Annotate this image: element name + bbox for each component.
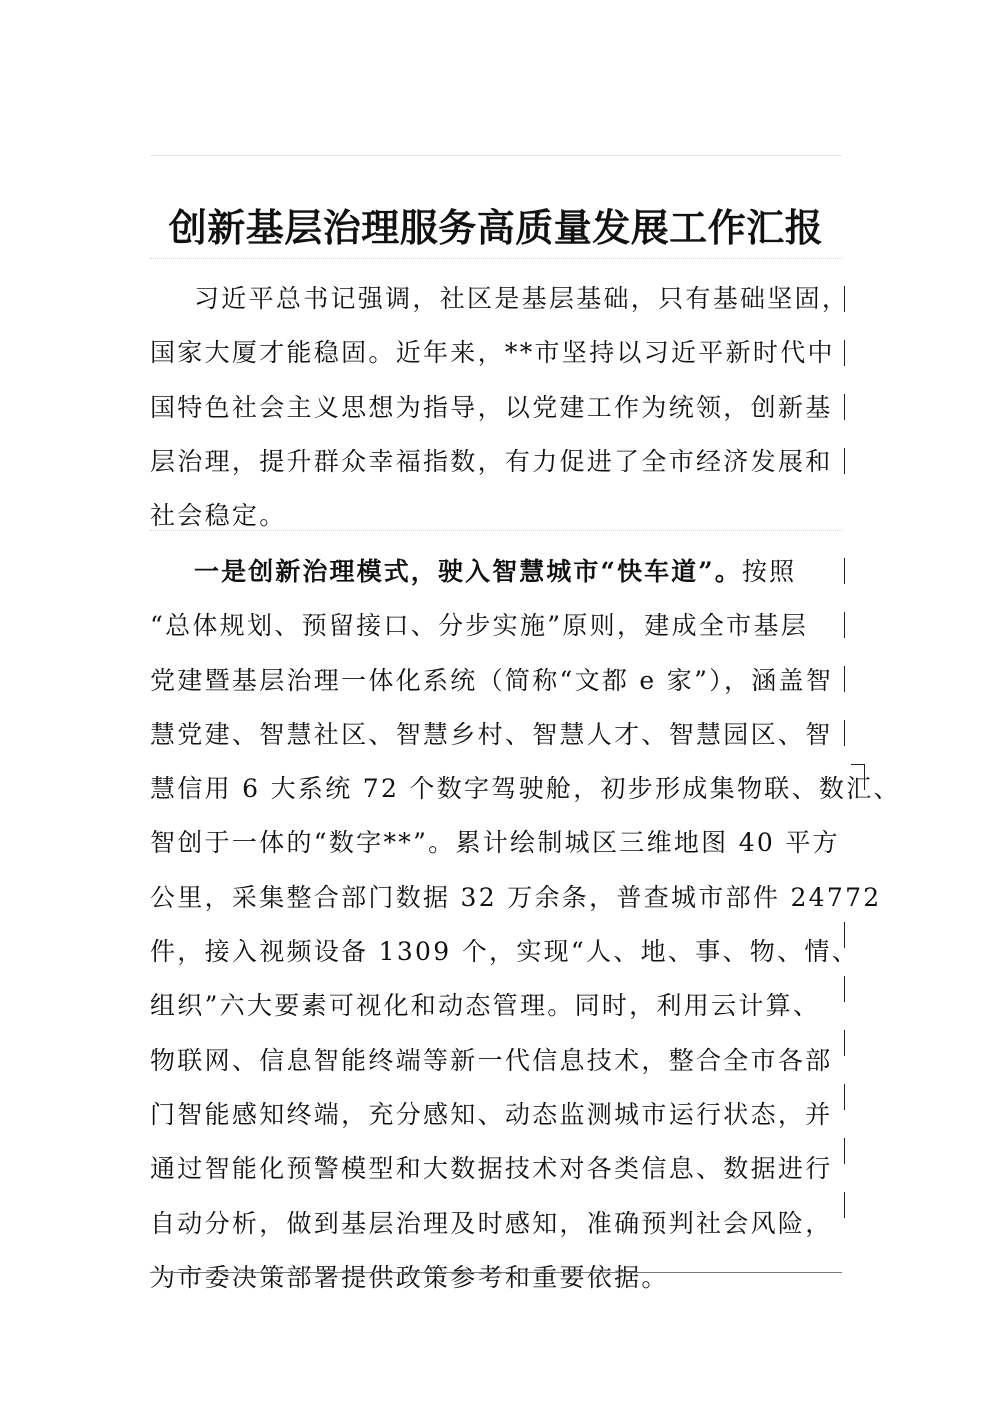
paragraph-line: 组织”六大要素可视化和动态管理。同时，利用云计算、 — [150, 991, 821, 1021]
paragraph-line: 通过智能化预警模型和大数据技术对各类信息、数据进行 — [150, 1154, 833, 1184]
line-end-mark — [844, 286, 845, 312]
line-end-mark — [844, 448, 845, 474]
section-lead-heading: 一是创新治理模式，驶入智慧城市“快车道”。 — [194, 557, 742, 586]
paragraph-line: 件，接入视频设备 1309 个，实现“人、地、事、物、情、 — [150, 937, 859, 967]
line-end-mark — [844, 340, 845, 366]
intro-paragraph — [150, 272, 850, 543]
line-end-mark — [844, 976, 845, 1002]
paragraph-line: 公里，采集整合部门数据 32 万余条，普查城市部件 24772 — [150, 882, 882, 912]
line-end-mark — [844, 1192, 845, 1218]
paragraph-line: 慧信用 6 大系统 72 个数字驾驶舱，初步形成集物联、数汇、 — [150, 774, 901, 804]
paragraph-line: 物联网、信息智能终端等新一代信息技术，整合全市各部 — [150, 1045, 833, 1075]
paragraph-line: 社会稳定。 — [150, 501, 287, 531]
paragraph-line: 智创于一体的“数字**”。累计绘制城区三维地图 40 平方 — [150, 828, 840, 858]
line-end-mark — [844, 1138, 845, 1164]
line-end-mark — [844, 1030, 845, 1056]
paragraph-line: 门智能感知终端，充分感知、动态监测城市运行状态，并 — [150, 1099, 833, 1129]
paragraph-line: 为市委决策部署提供政策参考和重要依据。 — [150, 1262, 669, 1292]
paragraph-line: 习近平总书记强调，社区是基层基础，只有基础坚固， — [194, 284, 850, 313]
paragraph-line: 国特色社会主义思想为指导，以党建工作为统领，创新基 — [150, 392, 833, 422]
line-end-mark — [844, 1084, 845, 1110]
paragraph-line: 自动分析，做到基层治理及时感知，准确预判社会风险， — [150, 1208, 833, 1238]
line-end-mark — [844, 666, 845, 692]
line-end-mark — [864, 764, 865, 790]
line-end-mark — [844, 558, 845, 584]
document-title: 创新基层治理服务高质量发展工作汇报 — [168, 205, 824, 250]
line-end-mark — [844, 394, 845, 420]
paragraph-line: 层治理，提升群众幸福指数，有力促进了全市经济发展和 — [150, 446, 833, 476]
section-one-paragraph — [150, 545, 901, 1305]
line-end-mark — [844, 612, 845, 638]
header-rule — [150, 155, 842, 156]
paragraph-divider — [150, 530, 842, 531]
paragraph-line: 慧党建、智慧社区、智慧乡村、智慧人才、智慧园区、智 — [150, 719, 833, 749]
paragraph-line: 党建暨基层治理一体化系统（简称“文都 e 家”），涵盖智 — [150, 665, 834, 695]
lead-line-continuation: 按照 — [741, 557, 797, 586]
paragraph-line: “总体规划、预留接口、分步实施”原则，建成全市基层 — [150, 611, 809, 641]
paragraph-line: 国家大厦才能稳固。近年来，**市坚持以习近平新时代中 — [150, 338, 835, 368]
line-end-mark — [844, 720, 845, 746]
title-divider — [150, 258, 842, 259]
line-end-mark — [844, 922, 845, 948]
footer-rule — [150, 1272, 842, 1273]
paragraph-line — [150, 545, 842, 599]
